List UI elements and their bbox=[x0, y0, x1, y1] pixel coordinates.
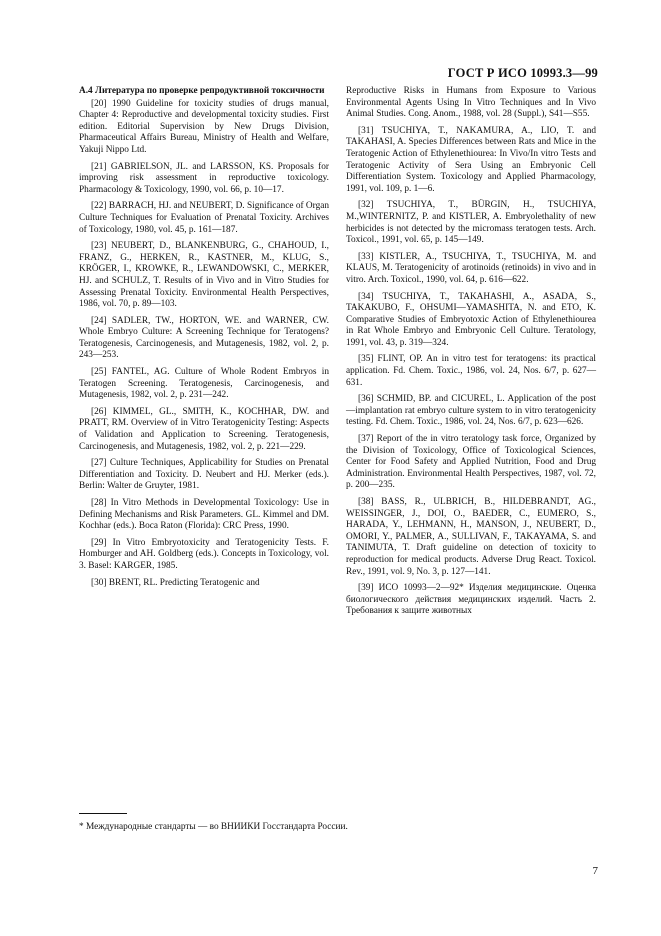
reference-23: [23] NEUBERT, D., BLANKENBURG, G., CHAHOUD, I., FRANZ, G., HERKEN, R., KASTNER, M., KLUG, S., KRÖGER, I., KROWKE, R., LEWANDOWSKI, C., MERKER, HJ. and SCHULZ, T. Results of in Vivo and in Vitro Studies for Assessing Prenatal Toxicity. Environmental Health Perspectives, 1986, vol. 70, p. 89—103. bbox=[79, 241, 329, 310]
reference-21: [21] GABRIELSON, JL. and LARSSON, KS. Proposals for improving risk assessment in reproductive toxicology. Pharmacology & Toxicology, 1990, vol. 66, p. 10—17. bbox=[79, 161, 329, 195]
reference-34: [34] TSUCHIYA, T., TAKAHASHI, A., ASADA, S., TAKAKUBO, F., OHSUMI—YAMASHITA, N. and ETO, K. Comparative Studies of Embryotoxic Action of Ethylenethiourea in Rat Whole Embryo and Embryonic Cell Culture. Teratology, 1991, vol. 43, p. 319—324. bbox=[346, 291, 596, 348]
left-column bbox=[79, 86, 329, 594]
footnote: * Международные стандарты — во ВНИИКИ Госстандарта России. bbox=[79, 822, 348, 832]
reference-22: [22] BARRACH, HJ. and NEUBERT, D. Significance of Organ Culture Techniques for Evaluation of Prenatal Toxicity. Archives of Toxicology, 1980, vol. 45, p. 161—187. bbox=[79, 201, 329, 235]
section-title: А.4 Литература по проверке репродуктивной токсичности bbox=[79, 86, 325, 96]
reference-39: [39] ИСО 10993—2—92* Изделия медицинские. Оценка биологического действия медицинских изделий. Часть 2. Требования к защите животных bbox=[346, 583, 596, 617]
reference-26: [26] KIMMEL, GL., SMITH, K., KOCHHAR, DW. and PRATT, RM. Overview of in Vitro Teratogenicity Testing: Aspects of Validation and Application to Screening. Teratogenesis, Carcinogenesis, and Mutagenesis, 1982, vol. 2, p. 221—229. bbox=[79, 406, 329, 452]
reference-24: [24] SADLER, TW., HORTON, WE. and WARNER, CW. Whole Embryo Culture: A Screening Technique for Teratogens? Teratogenesis, Carcinogenesis, and Mutagenesis, 1982, vol. 2, p. 243—253. bbox=[79, 315, 329, 361]
reference-33: [33] KISTLER, A., TSUCHIYA, T., TSUCHIYA, M. and KLAUS, M. Teratogenicity of arotinoids (retinoids) in vivo and in vitro. Arch. Toxicol., 1990, vol. 64, p. 616—622. bbox=[346, 251, 596, 285]
reference-35: [35] FLINT, OP. An in vitro test for teratogens: its practical application. Fd. Chem. Toxic., 1986, vol. 24, Nos. 6/7, p. 627—631. bbox=[346, 354, 596, 388]
reference-32: [32] TSUCHIYA, T., BÜRGIN, H., TSUCHIYA, M.,WINTERNITZ, P. and KISTLER, A. Embryolethality of new herbicides is not detected by the micromass teratogen tests. Arch. Toxicol., 1991, vol. 65, p. 145—149. bbox=[346, 200, 596, 246]
right-column bbox=[346, 86, 596, 623]
reference-20: [20] 1990 Guideline for toxicity studies of drugs manual, Chapter 4: Reproductive and developmental toxicity studies. First edition. Editorial Supervision by New Drugs Division, Pharmaceutical Affairs Bureau, Ministry of Health and Welfare, Yakuji Nippo Ltd. bbox=[79, 98, 329, 155]
reference-27: [27] Culture Techniques, Applicability for Studies on Prenatal Differentiation and Toxicity. D. Neubert and HJ. Merker (eds.). Berlin: Walter de Gruyter, 1981. bbox=[79, 458, 329, 492]
reference-36: [36] SCHMID, BP. and CICUREL, L. Application of the post—implantation rat embryo culture system to in vitro teratogenicity testing. Fd. Chem. Toxic., 1986, vol. 24, Nos. 6/7, p. 623—626. bbox=[346, 394, 596, 428]
reference-30-continued: Reproductive Risks in Humans from Exposure to Various Environmental Agents Using In Vitro Techniques and In Vivo Animal Studies. Cong. Anom., 1988, vol. 28 (Suppl.), S41—S55. bbox=[346, 86, 596, 120]
reference-37: [37] Report of the in vitro teratology task force, Organized by the Division of Toxicology, Office of Toxicological Sciences, Center for Food Safety and Applied Nutrition, Food and Drug Administration. Environmental Health Perspectives, 1987, vol. 72, p. 200—235. bbox=[346, 434, 596, 491]
reference-38: [38] BASS, R., ULBRICH, B., HILDEBRANDT, AG., WEISSINGER, J., DOI, O., BAEDER, C., EUMERO, S., HARADA, Y., LEHMANN, H., MANSON, J., NEUBERT, D., OMORI, Y., PALMER, A., SULLIVAN, F., TAKAYAMA, S. and TANIMUTA, T. Draft guideline on detection of toxicity to reproduction for medical products. Adverse Drug React. Toxicol. Rev., 1991, vol. 9, No. 3, p. 127—141. bbox=[346, 497, 596, 577]
document-header: ГОСТ Р ИСО 10993.3—99 bbox=[447, 66, 598, 80]
reference-29: [29] In Vitro Embryotoxicity and Teratogenicity Tests. F. Homburger and AH. Goldberg (eds.). Concepts in Toxicology, vol. 3. Basel: KARGER, 1985. bbox=[79, 537, 329, 571]
reference-31: [31] TSUCHIYA, T., NAKAMURA, A., LIO, T. and TAKAHASI, A. Species Differences between Rats and Mice in the Teratogenic Action of Ethylenethiourea: In Vivo/In vitro Tests and Teratogenic Activity of Sera Using an Embryonic Cell Differentiation System. Toxicology and Applied Pharmacology, 1991, vol. 109, p. 1—6. bbox=[346, 125, 596, 194]
reference-25: [25] FANTEL, AG. Culture of Whole Rodent Embryos in Teratogen Screening. Teratogenesis, Carcinogenesis, and Mutagenesis, 1982, vol. 2, p. 231—242. bbox=[79, 367, 329, 401]
reference-28: [28] In Vitro Methods in Developmental Toxicology: Use in Defining Mechanisms and Risk Parameters. GL. Kimmel and DM. Kochhar (eds.). Boca Raton (Florida): CRC Press, 1990. bbox=[79, 498, 329, 532]
reference-30-start: [30] BRENT, RL. Predicting Teratogenic and bbox=[91, 577, 260, 588]
footnote-divider bbox=[79, 813, 127, 814]
page-number: 7 bbox=[592, 865, 598, 877]
